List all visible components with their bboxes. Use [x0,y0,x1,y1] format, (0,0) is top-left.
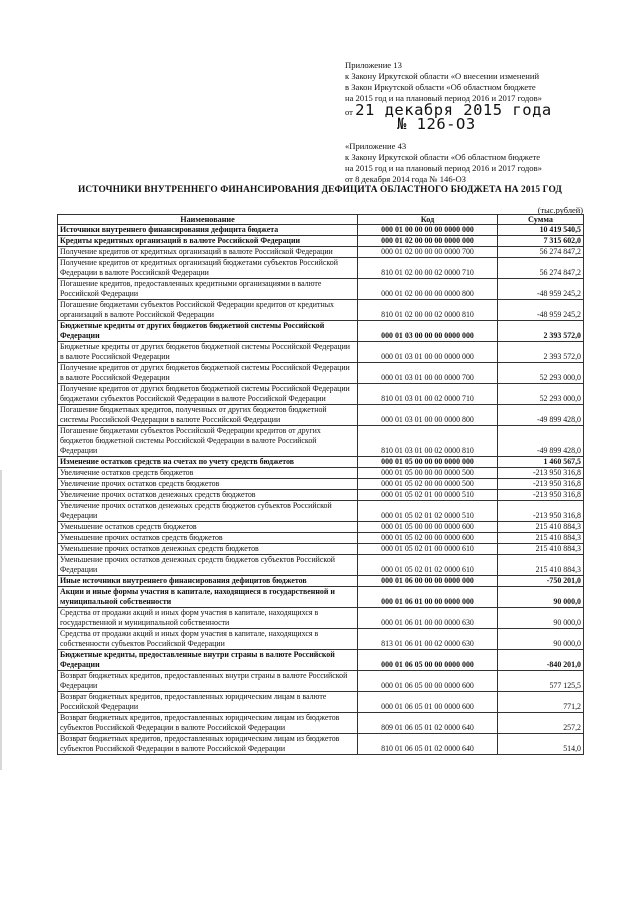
table-row [58,457,584,468]
row-sum-cell: 514,0 [498,734,584,755]
original-law-line: от 8 декабря 2014 года № 146-ОЗ [345,174,466,184]
table-row [58,608,584,629]
row-sum-cell: 257,2 [498,713,584,734]
scan-edge-mark [0,470,2,770]
row-name-cell: Уменьшение прочих остатков средств бюджетов [58,533,358,544]
row-sum-cell: -49 899 428,0 [498,426,584,457]
row-name-cell: Увеличение прочих остатков средств бюджетов [58,479,358,490]
row-code-cell: 000 01 06 05 01 00 0000 600 [358,692,498,713]
row-sum-cell: 56 274 847,2 [498,247,584,258]
row-code-cell: 000 01 02 00 00 00 0000 000 [358,236,498,247]
document-title: ИСТОЧНИКИ ВНУТРЕННЕГО ФИНАНСИРОВАНИЯ ДЕФИЦИТА ОБЛАСТНОГО БЮДЖЕТА НА 2015 ГОД [78,185,562,195]
table-row [58,279,584,300]
row-name-cell: Средства от продажи акций и иных форм участия в капитале, находящихся в государственной и муниципальной собственности [58,608,358,629]
row-sum-cell: 771,2 [498,692,584,713]
table-row [58,555,584,576]
row-code-cell: 000 01 02 00 00 00 0000 800 [358,279,498,300]
row-sum-cell: -213 950 316,8 [498,468,584,479]
column-header-sum: Сумма [498,215,584,225]
row-name-cell: Бюджетные кредиты от других бюджетов бюджетной системы Российской Федерации [58,321,358,342]
row-name-cell: Погашение бюджетных кредитов, полученных от других бюджетов бюджетной системы Российской Федерации в валюте Российской Федерации [58,405,358,426]
row-name-cell: Изменение остатков средств на счетах по учету средств бюджетов [58,457,358,468]
table-row [58,576,584,587]
row-sum-cell: -750 201,0 [498,576,584,587]
row-name-cell: Уменьшение прочих остатков денежных средств бюджетов субъектов Российской Федерации [58,555,358,576]
table-row [58,587,584,608]
row-code-cell: 000 01 05 02 00 00 0000 600 [358,533,498,544]
table-row [58,342,584,363]
row-name-cell: Уменьшение прочих остатков денежных средств бюджетов [58,544,358,555]
row-code-cell: 810 01 03 01 00 02 0000 710 [358,384,498,405]
table-row [58,501,584,522]
units-label: (тыс.рублей) [537,206,583,215]
appendix-header [345,60,595,185]
row-code-cell: 000 01 02 00 00 00 0000 700 [358,247,498,258]
row-name-cell: Иные источники внутреннего финансирования дефицитов бюджетов [58,576,358,587]
table-row [58,225,584,236]
row-name-cell: Возврат бюджетных кредитов, предоставленных внутри страны в валюте Российской Федерации [58,671,358,692]
row-sum-cell: 2 393 572,0 [498,321,584,342]
row-sum-cell: 577 125,5 [498,671,584,692]
row-code-cell: 810 01 03 01 00 02 0000 810 [358,426,498,457]
row-name-cell: Источники внутреннего финансирования дефицита бюджета [58,225,358,236]
row-name-cell: Возврат бюджетных кредитов, предоставленных юридическим лицам в валюте Российской Федерации [58,692,358,713]
row-name-cell: Средства от продажи акций и иных форм участия в капитале, находящихся в собственности субъектов Российской Федерации [58,629,358,650]
row-code-cell: 809 01 06 05 01 02 0000 640 [358,713,498,734]
table-body [58,225,584,755]
row-code-cell: 000 01 06 01 00 00 0000 000 [358,587,498,608]
row-name-cell: Получение кредитов от других бюджетов бюджетной системы Российской Федерации в валюте Российской Федерации [58,363,358,384]
table-row [58,734,584,755]
table-row [58,236,584,247]
row-name-cell: Бюджетные кредиты, предоставленные внутри страны в валюте Российской Федерации [58,650,358,671]
original-appendix-number: «Приложение 43 [345,141,407,151]
row-code-cell: 000 01 06 00 00 00 0000 000 [358,576,498,587]
appendix-number: Приложение 13 [345,60,402,70]
row-name-cell: Увеличение остатков средств бюджетов [58,468,358,479]
row-code-cell: 000 01 05 02 01 02 0000 510 [358,501,498,522]
row-name-cell: Акции и иные формы участия в капитале, находящиеся в государственной и муниципальной собственности [58,587,358,608]
table-row [58,713,584,734]
row-name-cell: Возврат бюджетных кредитов, предоставленных юридическим лицам из бюджетов субъектов Российской Федерации в валюте Российской Федерации [58,713,358,734]
row-sum-cell: 90 000,0 [498,608,584,629]
row-code-cell: 000 01 03 01 00 00 0000 000 [358,342,498,363]
row-sum-cell: 215 410 884,3 [498,533,584,544]
table-row [58,479,584,490]
row-sum-cell: -48 959 245,2 [498,279,584,300]
row-name-cell: Получение кредитов от кредитных организаций в валюте Российской Федерации [58,247,358,258]
law-number-stamp: № 126-ОЗ [397,115,476,133]
row-sum-cell: 215 410 884,3 [498,544,584,555]
row-code-cell: 000 01 05 00 00 00 0000 000 [358,457,498,468]
row-sum-cell: 52 293 000,0 [498,363,584,384]
table-row [58,258,584,279]
row-sum-cell: -840 201,0 [498,650,584,671]
row-sum-cell: -213 950 316,8 [498,490,584,501]
row-name-cell: Увеличение прочих остатков денежных средств бюджетов [58,490,358,501]
row-code-cell: 810 01 06 05 01 02 0000 640 [358,734,498,755]
row-code-cell: 813 01 06 01 00 02 0000 630 [358,629,498,650]
table-row [58,321,584,342]
row-name-cell: Погашение бюджетами субъектов Российской Федерации кредитов от других бюджетов бюджетной системы Российской Федерации в валюте Российской Федерации [58,426,358,457]
table-row [58,363,584,384]
row-name-cell: Погашение бюджетами субъектов Российской Федерации кредитов от кредитных организаций в валюте Российской Федерации [58,300,358,321]
row-name-cell: Получение кредитов от других бюджетов бюджетной системы Российской Федерации бюджетами субъектов Российской Федерации в валюте Российской Федерации [58,384,358,405]
original-law-line: к Закону Иркутской области «Об областном бюджете [345,152,541,162]
column-header-code: Код [358,215,498,225]
table-header-row [58,215,584,225]
table-row [58,426,584,457]
row-code-cell: 000 01 03 01 00 00 0000 800 [358,405,498,426]
table-row [58,490,584,501]
row-name-cell: Возврат бюджетных кредитов, предоставленных юридическим лицам из бюджетов субъектов Российской Федерации в валюте Российской Федерации [58,734,358,755]
law-reference-line: на 2015 год и на плановый период 2016 и 2017 годов» [345,93,542,103]
table-row [58,300,584,321]
row-sum-cell: 1 460 567,5 [498,457,584,468]
date-stamp: 21 декабря 2015 года [355,101,552,119]
table-row [58,692,584,713]
row-code-cell: 000 01 03 01 00 00 0000 700 [358,363,498,384]
row-code-cell: 000 01 05 02 01 00 0000 510 [358,490,498,501]
row-code-cell: 000 01 05 02 01 02 0000 610 [358,555,498,576]
row-code-cell: 000 01 00 00 00 00 0000 000 [358,225,498,236]
row-code-cell: 000 01 05 02 01 00 0000 610 [358,544,498,555]
original-law-line: на 2015 год и на плановый период 2016 и 2017 годов» [345,163,542,173]
date-prefix: от [345,107,353,117]
law-reference-line: в Закон Иркутской области «Об областном бюджете [345,82,536,92]
row-code-cell: 810 01 02 00 00 02 0000 710 [358,258,498,279]
row-sum-cell: 90 000,0 [498,587,584,608]
row-code-cell: 000 01 05 00 00 00 0000 600 [358,522,498,533]
row-sum-cell: 52 293 000,0 [498,384,584,405]
table-row [58,544,584,555]
column-header-name: Наименование [58,215,358,225]
row-code-cell: 810 01 02 00 00 02 0000 810 [358,300,498,321]
table-row [58,629,584,650]
table-row [58,468,584,479]
table-row [58,671,584,692]
table-row [58,650,584,671]
row-code-cell: 000 01 06 01 00 00 0000 630 [358,608,498,629]
row-name-cell: Увеличение прочих остатков денежных средств бюджетов субъектов Российской Федерации [58,501,358,522]
row-name-cell: Кредиты кредитных организаций в валюте Российской Федерации [58,236,358,247]
row-sum-cell: 215 410 884,3 [498,522,584,533]
law-reference-line: к Закону Иркутской области «О внесении изменений [345,71,540,81]
table-row [58,533,584,544]
row-name-cell: Погашение кредитов, предоставленных кредитными организациями в валюте Российской Федерации [58,279,358,300]
row-code-cell: 000 01 03 00 00 00 0000 000 [358,321,498,342]
table-row [58,405,584,426]
table-row [58,384,584,405]
row-sum-cell: -49 899 428,0 [498,405,584,426]
row-sum-cell: 215 410 884,3 [498,555,584,576]
table-row [58,522,584,533]
row-name-cell: Уменьшение остатков средств бюджетов [58,522,358,533]
row-code-cell: 000 01 05 00 00 00 0000 500 [358,468,498,479]
row-sum-cell: -213 950 316,8 [498,501,584,522]
row-sum-cell: -48 959 245,2 [498,300,584,321]
row-code-cell: 000 01 06 05 00 00 0000 000 [358,650,498,671]
row-code-cell: 000 01 05 02 00 00 0000 500 [358,479,498,490]
row-sum-cell: 10 419 540,5 [498,225,584,236]
row-sum-cell: -213 950 316,8 [498,479,584,490]
table-row [58,247,584,258]
row-name-cell: Получение кредитов от кредитных организаций бюджетами субъектов Российской Федерации в валюте Российской Федерации [58,258,358,279]
row-sum-cell: 56 274 847,2 [498,258,584,279]
row-sum-cell: 2 393 572,0 [498,342,584,363]
row-name-cell: Бюджетные кредиты от других бюджетов бюджетной системы Российской Федерации в валюте Российской Федерации [58,342,358,363]
financing-sources-table [57,214,584,755]
row-code-cell: 000 01 06 05 00 00 0000 600 [358,671,498,692]
row-sum-cell: 90 000,0 [498,629,584,650]
row-sum-cell: 7 315 602,0 [498,236,584,247]
